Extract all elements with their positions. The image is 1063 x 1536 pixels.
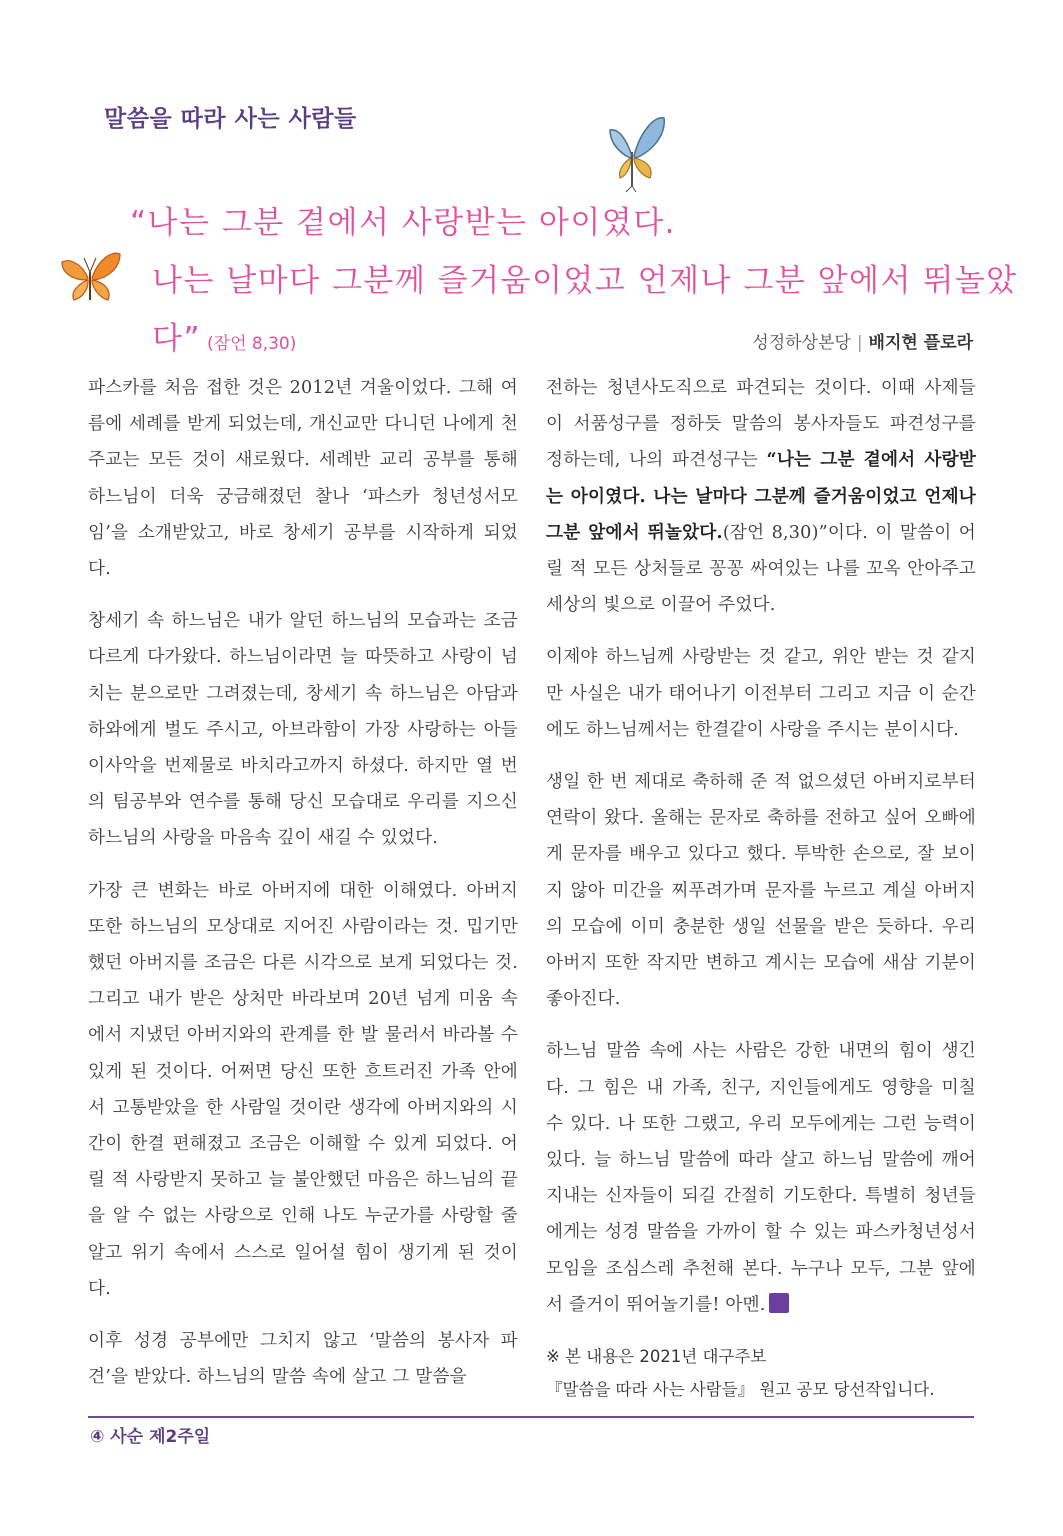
highlighted-verse: “나는 그분 곁에서 사랑받는 아이였다. 나는 날마다 그분께 즐거움이었고 언제나 그분 앞에서 뛰놀았다.	[546, 449, 976, 543]
paragraph-text: 전하는 청년사도직으로 파견되는 것이다. 이때 사제들이 서품성구를 정하듯 말씀의 봉사자들도 파견성구를 정하는데, 나의 파견성구는	[546, 378, 976, 471]
paragraph: 이제야 하느님께 사랑받는 것 같고, 위안 받는 것 같지만 사실은 내가 태어나기 이전부터 그리고 지금 이 순간에도 하느님께서는 한결같이 사랑을 주시는 분이시다.	[546, 647, 976, 740]
author-byline	[752, 328, 973, 353]
paragraph: 생일 한 번 제대로 축하해 준 적 없으셨던 아버지로부터 연락이 왔다. 올해는 문자로 축하를 전하고 싶어 오빠에게 문자를 배우고 있다고 했다. 투박한 손으로, 잘 보이지 않아 미간을 찌푸려가며 문자를 누르고 계실 아버지의 모습에 이미 충분한 생일 선물을 받은 듯하다. 우리 아버지 또한 작지만 변하고 계시는 모습에 새삼 기분이 좋아진다.	[546, 772, 976, 1010]
quote-line-2	[130, 252, 1030, 373]
quote-line-1: “나는 그분 곁에서 사랑받는 아이였다.	[130, 205, 677, 241]
paragraph-text: 하느님 말씀 속에 사는 사람은 강한 내면의 힘이 생긴다. 그 힘은 내 가족, 친구, 지인들에게도 영향을 미칠 수 있다. 나 또한 그랬고, 우리 모두에게는 그런 능력이 있다. 늘 하느님 말씀에 따라 살고 하느님 말씀에 깨어 지내는 신자들이 되길 간절히 기도한다. 특별히 청년들에게는 성경 말씀을 가까이 할 수 있는 파스카청년성서모임을 조심스레 추천해 본다. 누구나 모두, 그분 앞에서 즐거이 뛰어놀기를! 아멘.	[546, 1041, 976, 1315]
notice	[546, 1340, 935, 1406]
author-parish: 성정하상본당	[752, 333, 851, 353]
paragraph: 창세기 속 하느님은 내가 알던 하느님의 모습과는 조금 다르게 다가왔다. 하느님이라면 늘 따뜻하고 사랑이 넘치는 분으로만 그려졌는데, 창세기 속 하느님은 아담과 하와에게 벌도 주시고, 아브라함이 가장 사랑하는 아들 이사악을 번제물로 바치라고까지 하셨다. 하지만 열 번의 팀공부와 연수를 통해 당신 모습대로 우리를 지으신 하느님의 사랑을 마음속 깊이 새길 수 있었다.	[88, 611, 518, 849]
paragraph: 이후 성경 공부에만 그치지 않고 ‘말씀의 봉사자 파견’을 받았다. 하느님의 말씀 속에 살고 그 말씀을	[88, 1331, 518, 1388]
paragraph	[546, 1033, 976, 1323]
right-column	[546, 370, 976, 1323]
butterfly-orange-icon	[58, 248, 122, 306]
paragraph: 파스카를 처음 접한 것은 2012년 겨울이었다. 그해 여름에 세례를 받게 되었는데, 개신교만 다니던 나에게 천주교는 모든 것이 새로웠다. 세례반 교리 공부를 통해 하느님이 더욱 궁금해졌던 찰나 ‘파스카 청년성서모임’을 소개받았고, 바로 창세기 공부를 시작하게 되었다.	[88, 378, 518, 580]
end-mark-icon	[769, 1293, 789, 1313]
author-separator: |	[856, 333, 863, 353]
author-name: 배지현 플로라	[868, 333, 973, 353]
left-column	[88, 370, 518, 1395]
footer-divider	[88, 1416, 974, 1418]
section-title: 말씀을 따라 사는 사람들	[104, 106, 357, 132]
quote-reference: (잠언 8,30)	[207, 334, 297, 354]
butterfly-blue-icon	[596, 112, 668, 192]
paragraph-text: (잠언 8,30)”이다. 이 말씀이 어릴 적 모든 상처들로 꽁꽁 싸여있는 나를 꼬옥 안아주고 세상의 빛으로 이끌어 주었다.	[546, 522, 976, 616]
notice-line-1: ※ 본 내용은 2021년 대구주보	[546, 1347, 767, 1366]
page-footer: ④ 사순 제2주일	[90, 1427, 211, 1447]
quote-line-2-text: 나는 날마다 그분께 즐거움이었고 언제나 그분 앞에서 뛰놀았다”	[152, 263, 1018, 357]
notice-line-2: 『말씀을 따라 사는 사람들』 원고 공모 당선작입니다.	[546, 1380, 935, 1399]
paragraph	[546, 370, 976, 623]
paragraph: 가장 큰 변화는 바로 아버지에 대한 이해였다. 아버지 또한 하느님의 모상대로 지어진 사람이라는 것. 밉기만 했던 아버지를 조금은 다른 시각으로 보게 되었다는 것. 그리고 내가 받은 상처만 바라보며 20년 넘게 미움 속에서 지냈던 아버지와의 관계를 한 발 물러서 바라볼 수 있게 된 것이다. 어쩌면 당신 또한 흐트러진 가족 안에서 고통받았을 한 사람일 것이란 생각에 아버지와의 시간이 한결 편해졌고 조금은 이해할 수 있게 되었다. 어릴 적 사랑받지 못하고 늘 불안했던 마음은 하느님의 끝을 알 수 없는 사랑으로 인해 나도 누군가를 사랑할 줄 알고 위기 속에서 스스로 일어설 힘이 생기게 된 것이다.	[88, 880, 518, 1299]
